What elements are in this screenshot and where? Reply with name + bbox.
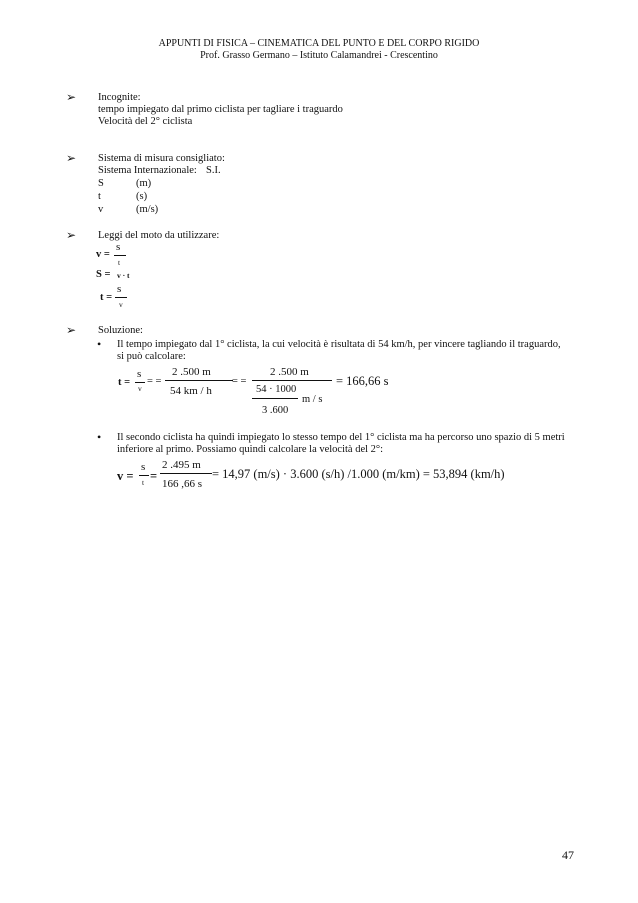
eq2-equals-a: = bbox=[150, 469, 158, 483]
leggi-title: Leggi del moto da utilizzare: bbox=[98, 230, 220, 241]
arrow-bullet-icon: ➢ bbox=[66, 228, 77, 242]
fraction-bar bbox=[165, 380, 233, 381]
fraction-bar bbox=[252, 398, 298, 399]
fraction-bar bbox=[114, 255, 126, 256]
eq1-frac1-num: s bbox=[137, 368, 142, 380]
incognite-title: Incognite: bbox=[98, 92, 141, 103]
eq2-result: = 14,97 (m/s) · 3.600 (s/h) /1.000 (m/km) = 53,894 (km/h) bbox=[212, 467, 505, 481]
eq2-lhs: v = bbox=[117, 469, 134, 483]
fraction-bar bbox=[160, 473, 212, 474]
eq1-equals-a: = = bbox=[147, 376, 162, 387]
unit-value: (m) bbox=[136, 178, 152, 189]
eq1-frac2-num: 2 .500 m bbox=[172, 366, 211, 378]
fraction-bar bbox=[139, 475, 149, 476]
sistema-label: Sistema Internazionale: bbox=[98, 165, 197, 176]
eq1-frac2-den: 54 km / h bbox=[170, 385, 212, 397]
eq1-frac3-den-unit: m / s bbox=[302, 394, 323, 405]
page-number: 47 bbox=[562, 848, 574, 862]
eq1-equals-b: = = bbox=[232, 376, 247, 387]
soluzione-title: Soluzione: bbox=[98, 325, 143, 336]
eq1-frac3-den-den: 3 .600 bbox=[262, 405, 289, 416]
eq2-frac2-num: 2 .495 m bbox=[162, 459, 201, 471]
header-title: APPUNTI DI FISICA – CINEMATICA DEL PUNTO E DEL CORPO RIGIDO bbox=[158, 38, 480, 49]
eq1-frac3-den-num: 54 · 1000 bbox=[256, 384, 297, 395]
unit-symbol: S bbox=[98, 178, 104, 189]
paragraph-1-line-2: si può calcolare: bbox=[117, 351, 186, 362]
eq1-frac3-num: 2 .500 m bbox=[270, 366, 309, 378]
formula-velocity-num: s bbox=[116, 241, 121, 253]
eq2-frac1-den: t bbox=[142, 478, 145, 487]
formula-space-rhs: v · t bbox=[117, 271, 130, 280]
sistema-value: S.I. bbox=[206, 165, 221, 176]
arrow-bullet-icon: ➢ bbox=[66, 90, 77, 104]
unit-symbol: t bbox=[98, 191, 101, 202]
formula-time-den: v bbox=[119, 300, 123, 309]
eq2-frac2-den: 166 ,66 s bbox=[162, 478, 203, 490]
eq2-frac1-num: s bbox=[141, 461, 146, 473]
fraction-bar bbox=[252, 380, 332, 381]
eq1-result: = 166,66 s bbox=[336, 374, 389, 388]
unit-value: (m/s) bbox=[136, 204, 159, 215]
arrow-bullet-icon: ➢ bbox=[66, 323, 77, 337]
unit-symbol: v bbox=[98, 204, 104, 215]
fraction-bar bbox=[135, 382, 145, 383]
sistema-title: Sistema di misura consigliato: bbox=[98, 153, 225, 164]
fraction-bar bbox=[115, 297, 127, 298]
header-subtitle: Prof. Grasso Germano – Istituto Calamandrei - Crescentino bbox=[200, 50, 438, 61]
dot-bullet-icon: • bbox=[97, 337, 102, 351]
formula-velocity-lhs: v = bbox=[96, 249, 110, 260]
unit-value: (s) bbox=[136, 191, 148, 202]
formula-velocity-den: t bbox=[118, 258, 121, 267]
paragraph-1-line-1: Il tempo impiegato dal 1° ciclista, la cui velocità è risultata di 54 km/h, per vincere tagliando il traguardo, bbox=[117, 339, 561, 350]
formula-space-lhs: S = bbox=[96, 269, 111, 280]
formula-time-num: s bbox=[117, 283, 122, 295]
paragraph-2-line-1: Il secondo ciclista ha quindi impiegato lo stesso tempo del 1° ciclista ma ha percorso uno spazio di 5 metri bbox=[117, 432, 565, 443]
paragraph-2-line-2: inferiore al primo. Possiamo quindi calcolare la velocità del 2°: bbox=[117, 444, 384, 455]
incognite-line-1: tempo impiegato dal primo ciclista per tagliare i traguardo bbox=[98, 104, 343, 115]
incognite-line-2: Velocità del 2° ciclista bbox=[98, 116, 193, 127]
eq1-lhs: t = bbox=[118, 377, 131, 388]
dot-bullet-icon: • bbox=[97, 430, 102, 444]
arrow-bullet-icon: ➢ bbox=[66, 151, 77, 165]
formula-time-lhs: t = bbox=[100, 292, 113, 303]
eq1-frac1-den: v bbox=[138, 384, 142, 393]
